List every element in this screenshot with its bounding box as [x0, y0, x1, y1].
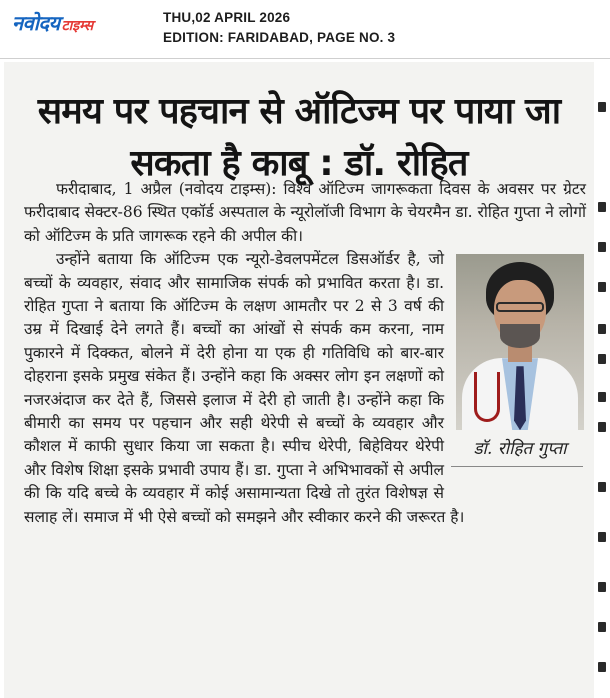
photo-figure [454, 254, 586, 482]
doctor-portrait-photo [456, 254, 584, 430]
article-paragraph-1: फरीदाबाद, 1 अप्रैल (नवोदय टाइम्स): विश्व ऑटिज्म जागरूकता दिवस के अवसर पर ग्रेटर फरीदाबाद सेक्टर-86 स्थित एकॉर्ड अस्पताल के न्यूरोलॉजी विभाग के चेयरमैन डा. रोहित गुप्ता ने लोगों को ऑटिज्म के प्रति जागरूक रहने की अपील की। [24, 180, 586, 245]
masthead-bar [0, 0, 610, 59]
edition-line: EDITION: FARIDABAD, PAGE NO. 3 [163, 30, 396, 45]
date-line: THU,02 APRIL 2026 [163, 10, 291, 25]
caption-divider [451, 466, 583, 467]
logo-sub-text: टाइम्स [61, 18, 94, 34]
logo-main-text: नवोदय [12, 11, 60, 35]
news-clipping [4, 62, 594, 698]
adjacent-column-edge [594, 62, 610, 698]
photo-caption: डॉ. रोहित गुप्ता [473, 439, 567, 460]
article-paragraph-2: उन्होंने बताया कि ऑटिज्म एक न्यूरो-डेवलपमेंटल डिसऑर्डर है, जो बच्चों के व्यवहार, संवाद और सामाजिक संपर्क को प्रभावित करता है। डा. रोहित गुप्ता ने बताया कि ऑटिज्म के लक्षण आमतौर पर 2 से 3 वर्ष की उम्र में दिखाई देने लगते हैं। बच्चों का आंखों से संपर्क कम करना, नाम पुकारने में दिक्कत, बोलने में देरी होना या एक ही गतिविधि को बार-बार दोहराना इसके प्रमुख संकेत हैं। उन्होंने कहा कि अक्सर लोग इन लक्षणों को नजरअंदाज कर देते हैं, जिससे इलाज में देरी हो जाती है। उन्होंने कहा कि बीमारी का समय पर पहचान और सही थेरेपी से बच्चों के व्यवहार और कौशल में काफी सुधार किया जा सकता है। स्पीच थेरेपी, बिहेवियर थेरेपी और विशेष शिक्षा इसके प्रभावी उपाय हैं। डा. गुप्ता ने अभिभावकों से अपील की कि यदि बच्चे के व्यवहार में कोई असामान्यता दिखे तो तुरंत विशेषज्ञ से सलाह लें। समाज में भी ऐसे बच्चों को समझने और स्वीकार करने की जरूरत है। [24, 250, 465, 526]
article-headline: समय पर पहचान से ऑटिज्म पर पाया जा सकता है काबू : डॉ. रोहित [37, 91, 561, 184]
article-body [24, 178, 586, 529]
edition-meta [163, 8, 395, 48]
newspaper-logo [12, 9, 93, 35]
